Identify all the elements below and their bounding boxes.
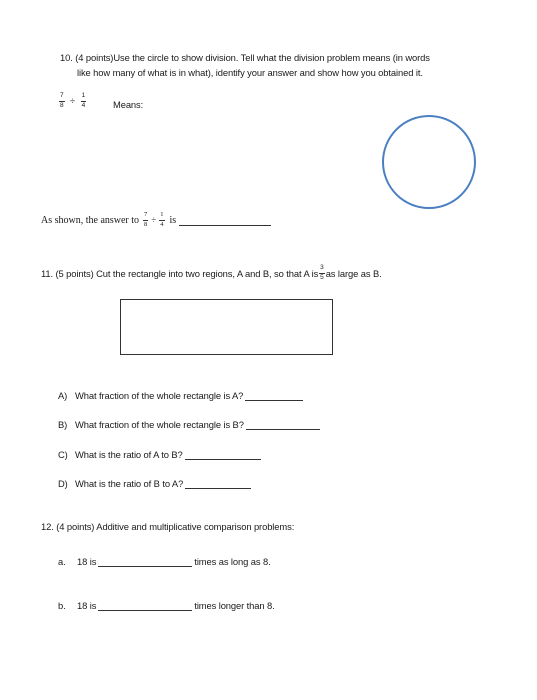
division-circle[interactable]: [382, 115, 476, 209]
q12-heading: 12. (4 points) Additive and multiplicative comparison problems:: [41, 521, 295, 532]
division-sign: ÷: [70, 96, 76, 106]
q12-b-label: b.: [58, 600, 66, 611]
q11-d-text: What is the ratio of B to A?: [75, 478, 184, 489]
q12-b-suffix: times longer than 8.: [194, 600, 275, 611]
q12-a-label: a.: [58, 556, 66, 567]
q11-heading-before: 11. (5 points) Cut the rectangle into two regions, A and B, so that A is: [41, 267, 319, 279]
fraction-1-4-answer: $\frac{1}{4}$: [160, 211, 164, 228]
q11-heading: [41, 265, 382, 281]
fraction-1-4: $\frac{1}{4}$: [81, 92, 86, 109]
q11-d-label: D): [58, 478, 68, 489]
q12-a-suffix: times as long as 8.: [194, 556, 271, 567]
q10-answer-prefix: As shown, the answer to: [41, 214, 140, 226]
cut-rectangle[interactable]: [120, 299, 333, 355]
q10-means-label: Means:: [113, 99, 144, 110]
q11-heading-after: as large as B.: [325, 267, 382, 279]
q12-item-b: [58, 600, 275, 611]
division-sign-answer: ÷: [151, 215, 157, 225]
q11-a-text: What fraction of the whole rectangle is A?: [75, 390, 244, 401]
q12-item-a: [58, 556, 271, 567]
q11-d-blank[interactable]: [185, 487, 251, 489]
q11-c-text: What is the ratio of A to B?: [75, 449, 183, 460]
q11-question-b: [58, 419, 320, 430]
q11-question-d: [58, 478, 251, 489]
q10-heading-line1: 10. (4 points)Use the circle to show division. Tell what the division problem means (in words: [60, 52, 430, 63]
q10-answer-line: [41, 212, 271, 228]
q10-division-expression: [58, 93, 87, 109]
fraction-7-8-answer: $\frac{7}{8}$: [144, 211, 148, 228]
q10-answer-blank[interactable]: [179, 224, 271, 226]
q10-answer-suffix: is: [169, 214, 177, 226]
q12-b-blank[interactable]: [98, 609, 192, 611]
q12-a-prefix: 18 is: [77, 556, 97, 567]
q12-b-prefix: 18 is: [77, 600, 97, 611]
q11-question-a: [58, 390, 303, 401]
q11-b-blank[interactable]: [246, 428, 320, 430]
q11-b-label: B): [58, 419, 68, 430]
q11-a-label: A): [58, 390, 68, 401]
fraction-7-8: $\frac{7}{8}$: [60, 92, 64, 109]
q11-b-text: What fraction of the whole rectangle is B?: [75, 419, 244, 430]
q11-c-blank[interactable]: [185, 458, 261, 460]
q12-a-blank[interactable]: [98, 565, 192, 567]
q11-a-blank[interactable]: [245, 399, 303, 401]
q10-heading-line2: like how many of what is in what), identify your answer and show how you obtained it.: [77, 67, 423, 78]
fraction-3-5: $\frac{3}{5}$: [320, 264, 324, 281]
q11-question-c: [58, 449, 261, 460]
q11-c-label: C): [58, 449, 68, 460]
